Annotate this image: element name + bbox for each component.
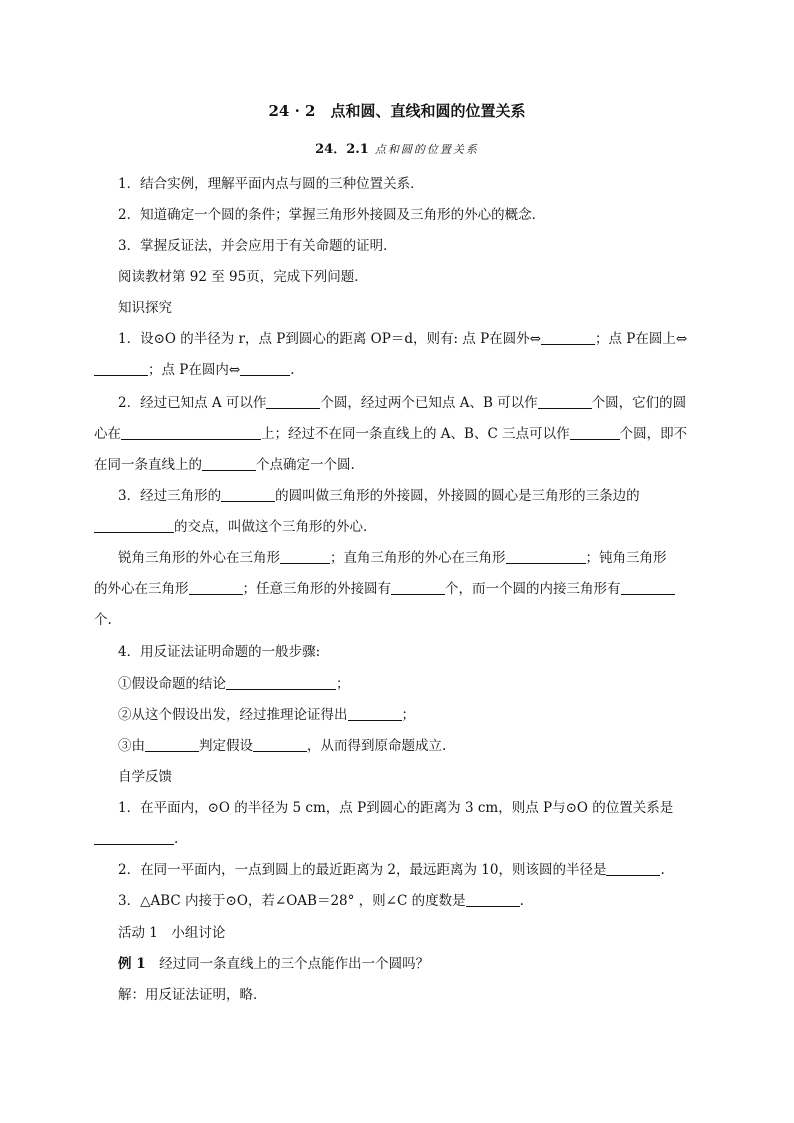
answer-blank[interactable]: [94, 361, 148, 376]
goal-1: 1．结合实例，理解平面内点与圆的三种位置关系．: [118, 176, 424, 192]
answer-blank[interactable]: [280, 549, 330, 564]
knowledge-q3-line1: 3．经过三角形的 的圆叫做三角形的外接圆，外接圆的圆心是三角形的三条边的: [118, 488, 640, 504]
knowledge-q4-intro: 4．用反证法证明命题的一般步骤:: [118, 644, 321, 660]
activity-heading: 活动 1 小组讨论: [118, 925, 226, 941]
knowledge-q1-line2: ；点 P在圆内⇔ .: [94, 361, 704, 379]
feedback-q2: 2．在同一平面内，一点到圆上的最近距离为 2，最远距离为 10，则该圆的半径是 .: [118, 862, 665, 878]
answer-blank[interactable]: [121, 425, 261, 440]
knowledge-q4-step2: ②从这个假设出发，经过推理论证得出 ；: [118, 707, 415, 723]
answer-blank[interactable]: [570, 425, 620, 440]
answer-blank[interactable]: [202, 456, 256, 471]
goal-2: 2．知道确定一个圆的条件；掌握三角形外接圆及三角形的外心的概念．: [118, 207, 546, 223]
example-label: 例 1: [118, 956, 146, 972]
answer-blank[interactable]: [221, 487, 275, 502]
solution-text: 解：用反证法证明，略．: [118, 987, 267, 1003]
knowledge-q3-line2: 的交点，叫做这个三角形的外心．: [94, 518, 704, 536]
subsection-number: 24．2.1: [315, 142, 369, 157]
answer-blank[interactable]: [348, 706, 402, 721]
answer-blank[interactable]: [94, 830, 174, 845]
reading-instruction: 阅读教材第 92 至 95页，完成下列问题．: [118, 269, 368, 285]
knowledge-q3b-line3: 个.: [94, 612, 112, 628]
knowledge-q2-line2: 心在 上；经过不在同一条直线上的 A、B、C 三点可以作 个圆，即不: [94, 426, 688, 442]
knowledge-q3b-line1: 锐角三角形的外心在三角形 ；直角三角形的外心在三角形 ；钝角三角形: [118, 550, 667, 566]
knowledge-q2-line1: 2．经过已知点 A 可以作 个圆，经过两个已知点 A、B 可以作 个圆，它们的圆: [118, 395, 687, 411]
answer-blank[interactable]: [189, 580, 243, 595]
feedback-heading: 自学反馈: [118, 769, 172, 785]
knowledge-q4-step1: ①假设命题的结论 ；: [118, 676, 350, 692]
knowledge-q3b-line2: 的外心在三角形 ；任意三角形的外接圆有 个，而一个圆的内接三角形有: [94, 580, 704, 598]
goal-3: 3．掌握反证法，并会应用于有关命题的证明．: [118, 238, 397, 254]
knowledge-q4-step3: ③由 判定假设 ，从而得到原命题成立.: [118, 738, 447, 754]
answer-blank[interactable]: [621, 580, 675, 595]
answer-blank[interactable]: [391, 580, 445, 595]
answer-blank[interactable]: [538, 394, 592, 409]
answer-blank[interactable]: [253, 737, 307, 752]
subsection-text: 点和圆的位置关系: [374, 143, 479, 156]
answer-blank[interactable]: [466, 892, 520, 907]
answer-blank[interactable]: [266, 394, 320, 409]
example-1: [118, 955, 728, 973]
knowledge-q2-line3: 在同一条直线上的 个点确定一个圆.: [94, 457, 355, 473]
answer-blank[interactable]: [226, 675, 336, 690]
answer-blank[interactable]: [240, 361, 290, 376]
answer-blank[interactable]: [541, 330, 595, 345]
subsection-title: [0, 138, 794, 157]
answer-blank[interactable]: [145, 737, 199, 752]
feedback-q1-line1: 1．在平面内，⊙O 的半径为 5 cm，点 P到圆心的距离为 3 cm，则点 P与⊙O 的位置关系是: [118, 800, 674, 816]
answer-blank[interactable]: [94, 518, 174, 533]
feedback-q3: 3．△ABC 内接于⊙O，若∠OAB＝28° ，则∠C 的度数是 .: [118, 893, 524, 909]
knowledge-heading: 知识探究: [118, 300, 172, 316]
section-title: 24 · 2 点和圆、直线和圆的位置关系: [268, 102, 526, 120]
feedback-q1-line2: .: [94, 830, 704, 848]
knowledge-q1-line1: 1．设⊙O 的半径为 r，点 P到圆心的距离 OP＝d，则有: 点 P在圆外⇔ ；点 P在圆上⇔: [118, 331, 688, 347]
answer-blank[interactable]: [606, 861, 660, 876]
answer-blank[interactable]: [506, 549, 586, 564]
example-text: 经过同一条直线上的三个点能作出一个圆吗？: [145, 956, 430, 972]
